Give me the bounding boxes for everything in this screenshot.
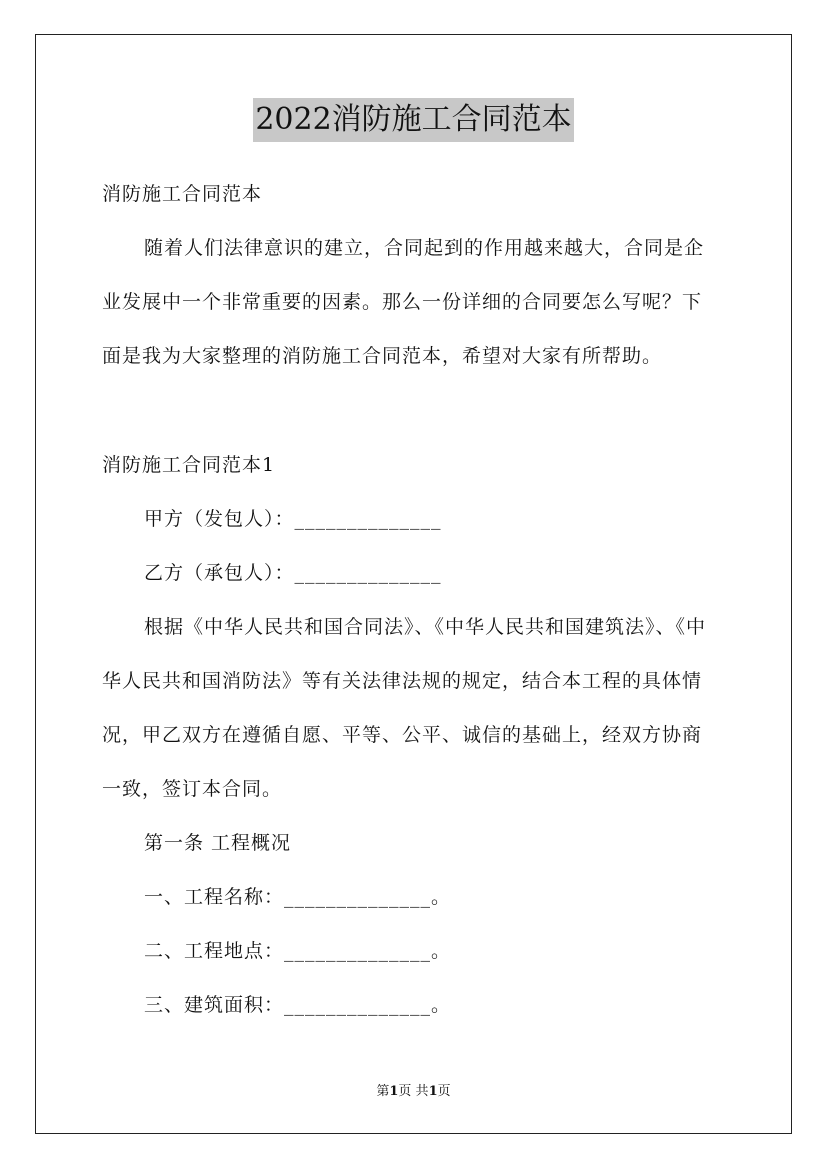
basis-line-1: 根据《中华人民共和国合同法》、《中华人民共和国建筑法》、《中 [144,616,707,638]
footer-page-total: 1 [428,1084,438,1099]
document-subtitle: 消防施工合同范本 [102,183,263,205]
page-footer [0,1083,827,1101]
intro-line-2: 业发展中一个非常重要的因素。那么一份详细的合同要怎么写呢？下 [102,291,703,313]
title-container [0,98,827,142]
item-project-name: 一、工程名称：______________。 [144,886,452,908]
basis-line-4: 一致，签订本合同。 [102,778,283,800]
item-project-location: 二、工程地点：______________。 [144,940,452,962]
section-title: 消防施工合同范本1 [102,454,276,476]
item-building-area: 三、建筑面积：______________。 [144,994,452,1016]
basis-line-3: 况，甲乙双方在遵循自愿、平等、公平、诚信的基础上，经双方协商 [102,724,703,746]
document-title: 2022消防施工合同范本 [253,98,573,142]
intro-line-3: 面是我为大家整理的消防施工合同范本，希望对大家有所帮助。 [102,345,663,367]
party-b-line: 乙方（承包人）：______________ [144,562,442,584]
footer-page-number: 1 [389,1084,399,1099]
basis-line-2: 华人民共和国消防法》等有关法律法规的规定，结合本工程的具体情 [102,670,703,692]
footer-page-mid: 页 共 [398,1084,429,1099]
party-a-line: 甲方（发包人）：______________ [144,508,442,530]
footer-page-suffix: 页 [437,1084,451,1099]
footer-page-prefix: 第 [376,1084,390,1099]
article-1-heading: 第一条 工程概况 [144,832,292,854]
intro-line-1: 随着人们法律意识的建立，合同起到的作用越来越大，合同是企 [144,237,705,259]
